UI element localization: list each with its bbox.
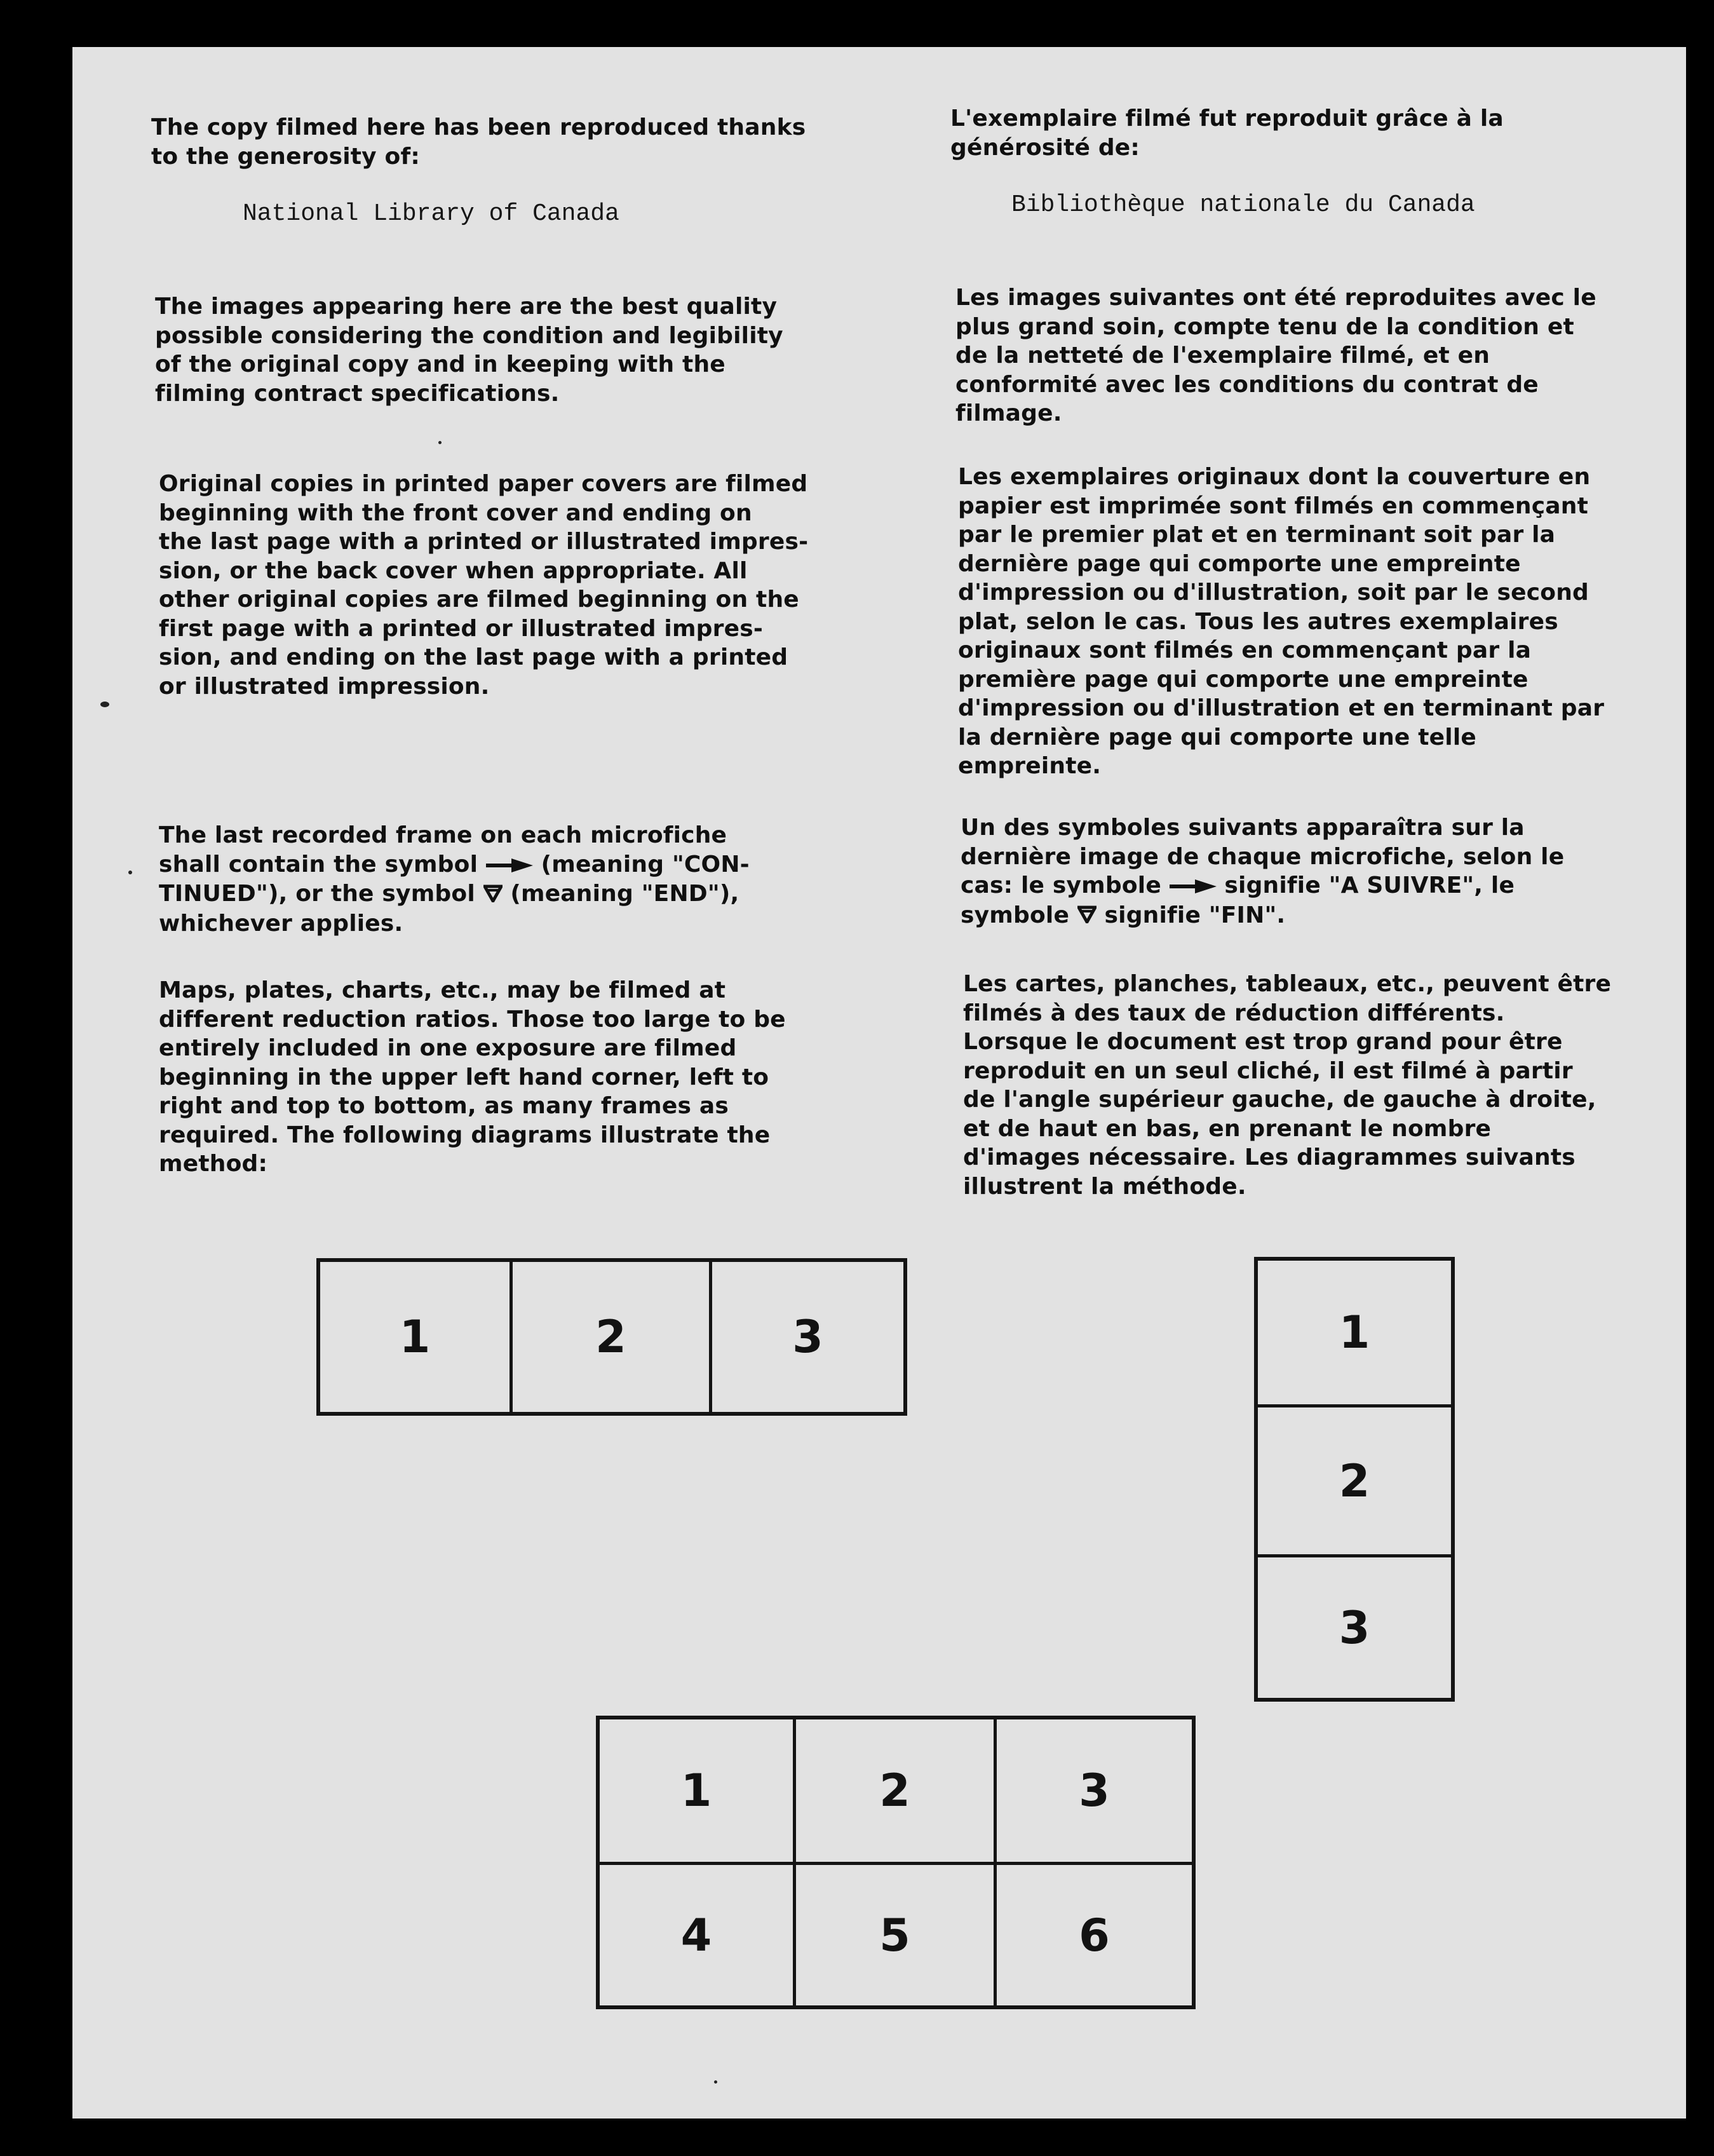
right-originals-paragraph: Les exemplaires originaux dont la couverture en papier est imprimée sont filmés en commençant par le premier plat et en terminant soit par la dernière page qui comporte une empreinte d'impression ou d'illustration, soit par le second plat, selon le cas. Tous les autres exemplaires originaux sont filmés en commençant par la première page qui comporte une empreinte d'impression ou d'illustration et en terminant par la dernière page qui comporte une telle empreinte. bbox=[958, 464, 1605, 779]
right-quality-paragraph: Les images suivantes ont été reproduites avec le plus grand soin, compte tenu de la condition et de la netteté de l'exemplaire filmé, et en conformité avec les conditions du contrat de filmage. bbox=[955, 285, 1596, 426]
frame-number: 2 bbox=[879, 1765, 910, 1817]
frame-number: 3 bbox=[1339, 1601, 1370, 1654]
frame-number: 3 bbox=[1079, 1765, 1110, 1817]
down-triangle-icon bbox=[1077, 902, 1097, 931]
frame-number: 1 bbox=[1339, 1306, 1370, 1359]
right-arrow-icon bbox=[486, 851, 533, 880]
scan-speck bbox=[100, 702, 109, 707]
frame-number: 4 bbox=[680, 1909, 712, 1962]
down-triangle-icon bbox=[483, 881, 503, 910]
left-maps-paragraph: Maps, plates, charts, etc., may be filmed at different reduction ratios. Those too large to be entirely included in one exposure are filmed beginning in the upper left hand corner, left to right and top to bottom, as many frames as required. The following diagrams illustrate the method: bbox=[159, 977, 786, 1177]
left-symbols-text-b: (meaning "CON- TINUED"), or the symbol bbox=[159, 851, 750, 907]
left-quality-paragraph: The images appearing here are the best quality possible considering the condition and legibility of the original copy and in keeping with the filming contract specifications. bbox=[155, 294, 783, 407]
left-symbols-paragraph bbox=[159, 821, 750, 939]
right-maps-paragraph: Les cartes, planches, tableaux, etc., peuvent être filmés à des taux de réduction différents. Lorsque le document est trop grand pour être reproduit en un seul cliché, il est filmé à partir de l'angle supérieur gauche, de gauche à droite, et de haut en bas, en prenant le nombre d'images nécessaire. Les diagrammes suivants illustrent la méthode. bbox=[963, 971, 1612, 1200]
document-page bbox=[72, 47, 1686, 2119]
left-library-name: National Library of Canada bbox=[243, 200, 619, 227]
right-symbols-text-a: Un des symboles suivants apparaîtra sur la dernière image de chaque microfiche, selon le cas: le symbole bbox=[961, 815, 1565, 898]
frame-number: 2 bbox=[1339, 1454, 1370, 1507]
diagram-grid-two-by-three bbox=[596, 1716, 1196, 2009]
right-library-name: Bibliothèque nationale du Canada bbox=[1011, 191, 1475, 219]
scan-speck bbox=[714, 2080, 717, 2084]
frame-number: 6 bbox=[1079, 1909, 1110, 1962]
right-symbols-text-c: signifie "FIN". bbox=[1096, 902, 1286, 928]
right-intro: L'exemplaire filmé fut reproduit grâce à la générosité de: bbox=[950, 105, 1504, 161]
right-arrow-icon bbox=[1170, 872, 1217, 901]
diagram-column-of-three bbox=[1254, 1257, 1455, 1702]
frame-number: 3 bbox=[792, 1311, 823, 1363]
scan-speck bbox=[128, 871, 132, 874]
left-symbols-text-a: The last recorded frame on each microfiche shall contain the symbol bbox=[159, 822, 727, 878]
left-intro: The copy filmed here has been reproduced thanks to the generosity of: bbox=[151, 114, 806, 170]
left-symbols-text-c: (meaning "END"), whichever applies. bbox=[159, 881, 739, 937]
right-symbols-paragraph bbox=[961, 813, 1564, 931]
frame-number: 2 bbox=[595, 1311, 626, 1363]
frame-number: 5 bbox=[879, 1909, 910, 1962]
frame-number: 1 bbox=[399, 1311, 431, 1363]
scan-speck bbox=[438, 441, 442, 444]
left-originals-paragraph: Original copies in printed paper covers are filmed beginning with the front cover and ending on the last page with a printed or illustrated impres- sion, or the back cover when appropriate. All other original copies are filmed beginning on the first page with a printed or illustrated impres- sion, and ending on the last page with a printed or illustrated impression. bbox=[159, 471, 809, 700]
diagram-row-of-three bbox=[316, 1258, 907, 1416]
right-symbols-text-b: signifie "A SUIVRE", le symbole bbox=[961, 872, 1515, 928]
frame-number: 1 bbox=[680, 1765, 712, 1817]
